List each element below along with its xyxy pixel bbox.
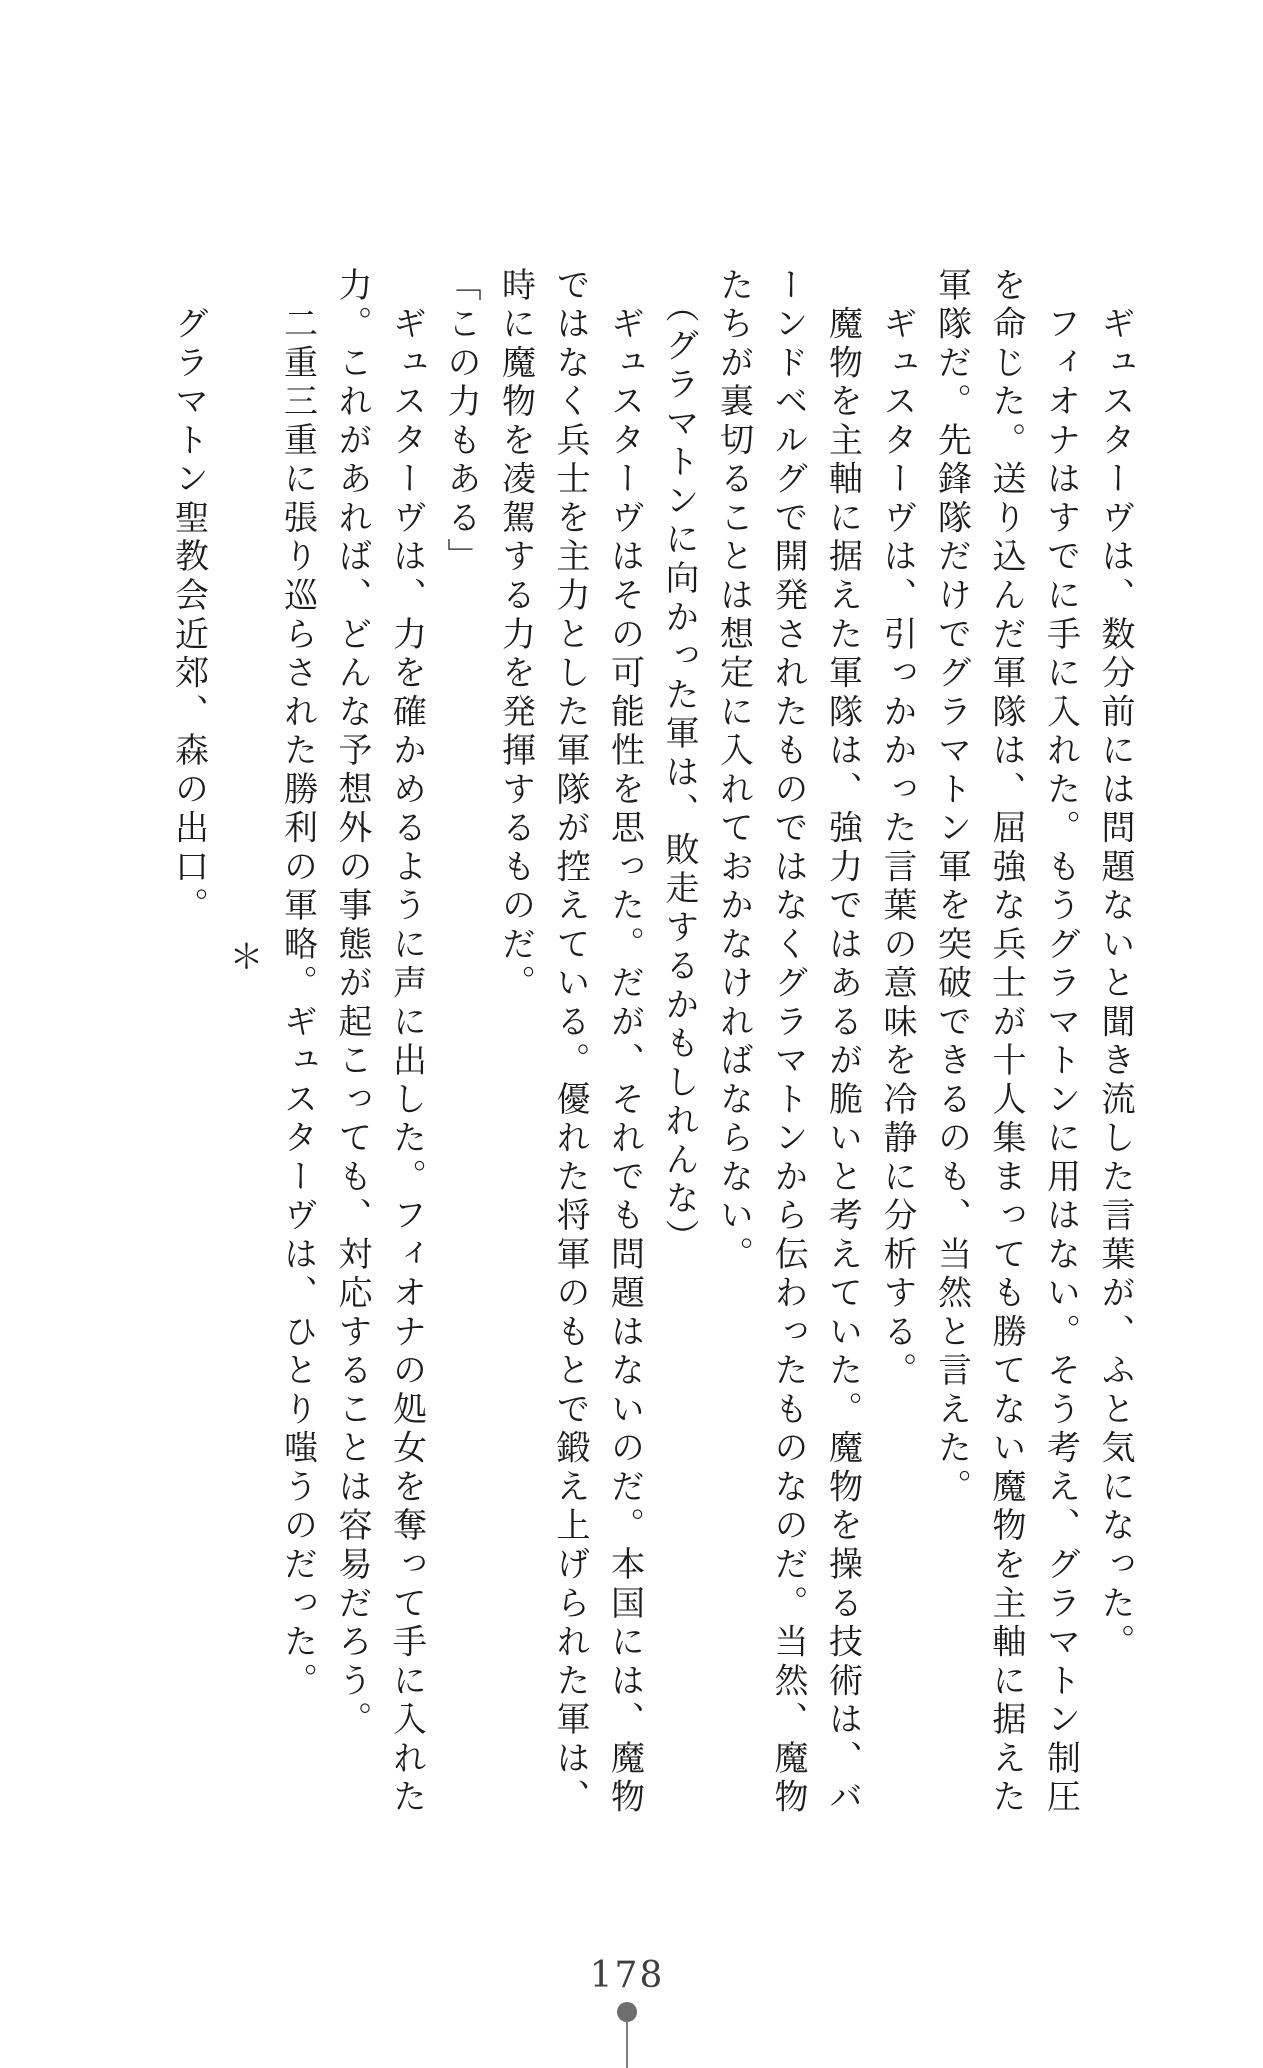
text-line: を命じた。送り込んだ軍隊は、屈強な兵士が十人集まっても勝てない魔物を主軸に据えた <box>986 267 1026 1818</box>
text-line: ーンドベルグで開発されたものではなくグラマトンから伝わったものなのだ。当然、魔物 <box>768 267 808 1818</box>
dialogue-line: 「この力もある」 <box>441 267 481 578</box>
footer-ornament-dot <box>617 2002 637 2022</box>
page-footer <box>0 1955 1254 2068</box>
text-line: ではなく兵士を主力とした軍隊が控えている。優れた将軍のもとで鍛え上げられた軍は、 <box>550 267 590 1818</box>
monologue-line: （グラマトンに向かった軍は、敗走するかもしれんな） <box>659 267 699 1258</box>
text-line: ギュスターヴは、力を確かめるように声に出した。フィオナの処女を奪って手に入れた <box>386 267 427 1818</box>
text-line: 二重三重に張り巡らされた勝利の軍略。ギュスターヴは、ひとり嗤うのだった。 <box>277 267 318 1702</box>
text-line: 時に魔物を凌駕する力を発揮するものだ。 <box>495 267 536 1004</box>
text-line: グラマトン聖教会近郊、森の出口。 <box>168 267 209 926</box>
section-break-asterisk: ＊ <box>223 939 263 978</box>
text-line: ギュスターヴは、引っかかった言葉の意味を冷静に分析する。 <box>877 267 917 1392</box>
text-line: たちが裏切ることは想定に入れておかなければならない。 <box>713 267 754 1275</box>
text-line: 力。これがあれば、どんな予想外の事態が起こっても、対応することは容易だろう。 <box>332 267 372 1740</box>
text-line: ギュスターヴはその可能性を思った。だが、それでも問題はないのだ。本国には、魔物 <box>604 267 645 1818</box>
footer-ornament-line <box>626 2022 628 2068</box>
text-line: 軍隊だ。先鋒隊だけでグラマトン軍を突破できるのも、当然と言えた。 <box>931 267 972 1508</box>
text-line: 魔物を主軸に据えた軍隊は、強力ではあるが脆いと考えていた。魔物を操る技術は、バ <box>822 267 863 1818</box>
text-line: フィオナはすでに手に入れた。もうグラマトンに用はない。そう考え、グラマトン制圧 <box>1040 267 1081 1818</box>
page-text <box>161 267 1142 1829</box>
page-number: 178 <box>589 1955 665 1996</box>
text-line: ギュスターヴは、数分前には問題ないと聞き流した言葉が、ふと気になった。 <box>1095 267 1135 1663</box>
